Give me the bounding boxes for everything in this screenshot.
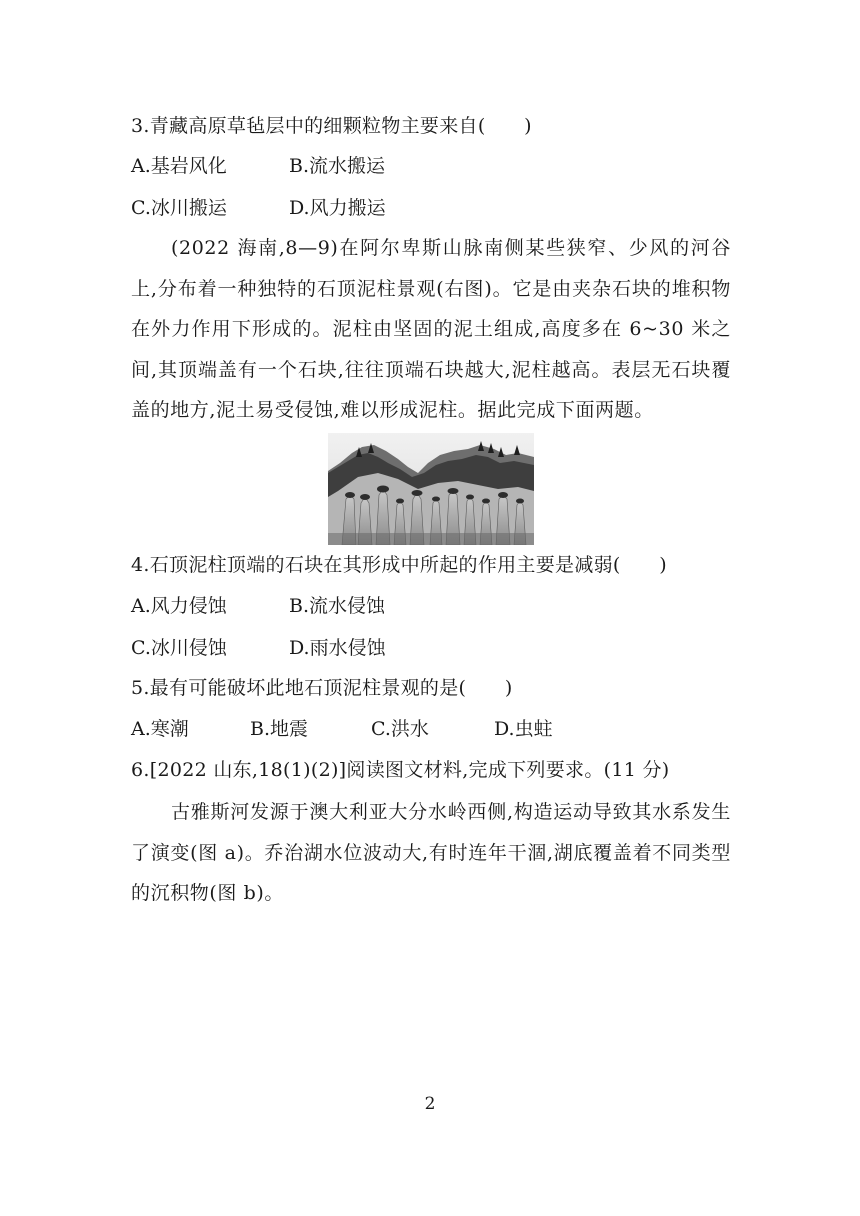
passage-paragraph: (2022 海南,8—9)在阿尔卑斯山脉南侧某些狭窄、少风的河谷上,分布着一种独特的石顶泥柱景观(右图)。它是由夹杂石块的堆积物在外力作用下形成的。泥柱由坚固的泥土组成,高度多在 6~30 米之间,其顶端盖有一个石块,往往顶端石块越大,泥柱越高。表层无石块覆盖的地方,泥土易受侵蚀,难以形成泥柱。据此完成下面两题。 <box>131 237 731 421</box>
question-6-stem: 6.[2022 山东,18(1)(2)]阅读图文材料,完成下列要求。(11 分) <box>131 759 670 781</box>
q4-option-c: C.冰川侵蚀 <box>131 637 227 659</box>
q5-option-b: B.地震 <box>250 718 309 740</box>
question-3-stem: 3.青藏高原草毡层中的细颗粒物主要来自( ) <box>131 115 532 137</box>
q3-option-d: D.风力搬运 <box>289 197 386 219</box>
q3-option-a: A.基岩风化 <box>131 155 227 177</box>
q5-option-d: D.虫蛀 <box>494 718 553 740</box>
q3-option-c: C.冰川搬运 <box>131 197 227 219</box>
q5-option-c: C.洪水 <box>371 718 429 740</box>
q5-option-a: A.寒潮 <box>131 718 189 740</box>
q3-option-b: B.流水搬运 <box>289 155 386 177</box>
page-number: 2 <box>424 1094 436 1114</box>
q4-option-a: A.风力侵蚀 <box>131 595 227 617</box>
earth-pillars-photo <box>328 433 534 545</box>
question-5-stem: 5.最有可能破坏此地石顶泥柱景观的是( ) <box>131 677 513 699</box>
q4-option-b: B.流水侵蚀 <box>289 595 386 617</box>
question-4-stem: 4.石顶泥柱顶端的石块在其形成中所起的作用主要是减弱( ) <box>131 554 667 576</box>
q4-option-d: D.雨水侵蚀 <box>289 637 386 659</box>
question-6-material: 古雅斯河发源于澳大利亚大分水岭西侧,构造运动导致其水系发生了演变(图 a)。乔治湖水位波动大,有时连年干涸,湖底覆盖着不同类型的沉积物(图 b)。 <box>131 801 731 904</box>
